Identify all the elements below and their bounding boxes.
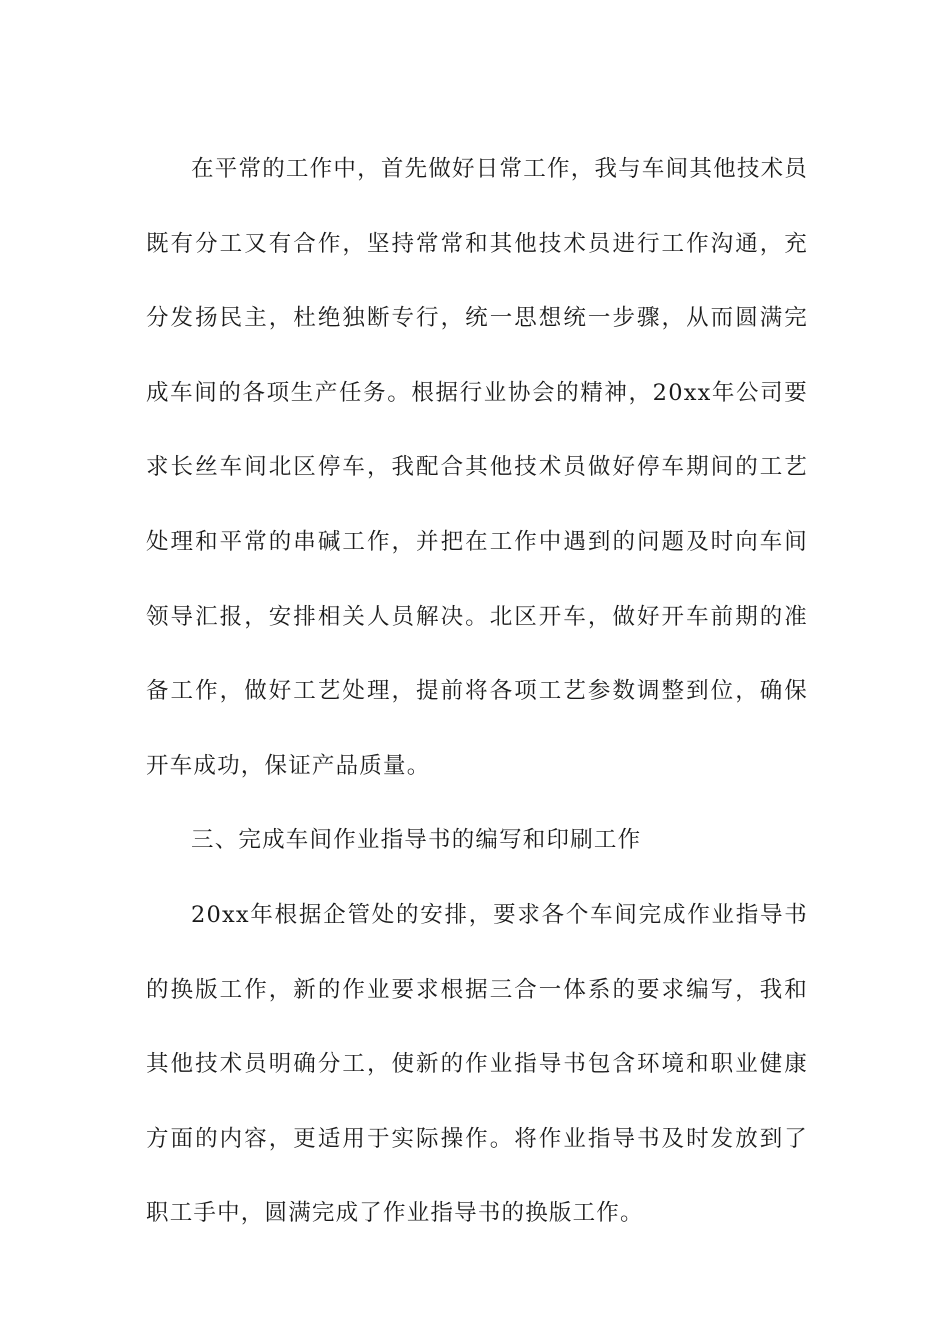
paragraph-guidebook: 20xx年根据企管处的安排，要求各个车间完成作业指导书的换版工作，新的作业要求根据三合一体系的要求编写，我和其他技术员明确分工，使新的作业指导书包含环境和职业健康方面的内容，更适用于实际操作。将作业指导书及时发放到了职工手中，圆满完成了作业指导书的换版工作。 <box>146 901 808 1227</box>
section-heading-three: 三、完成车间作业指导书的编写和印刷工作 <box>191 827 642 854</box>
paragraph-daily-work: 在平常的工作中，首先做好日常工作，我与车间其他技术员既有分工又有合作，坚持常常和其他技术员进行工作沟通，充分发扬民主，杜绝独断专行，统一思想统一步骤，从而圆满完成车间的各项生产任务。根据行业协会的精神，20xx年公司要求长丝车间北区停车，我配合其他技术员做好停车期间的工艺处理和平常的串碱工作，并把在工作中遇到的问题及时向车间领导汇报，安排相关人员解决。北区开车，做好开车前期的准备工作，做好工艺处理，提前将各项工艺参数调整到位，确保开车成功，保证产品质量。 <box>146 156 808 779</box>
document-body <box>146 132 808 1251</box>
